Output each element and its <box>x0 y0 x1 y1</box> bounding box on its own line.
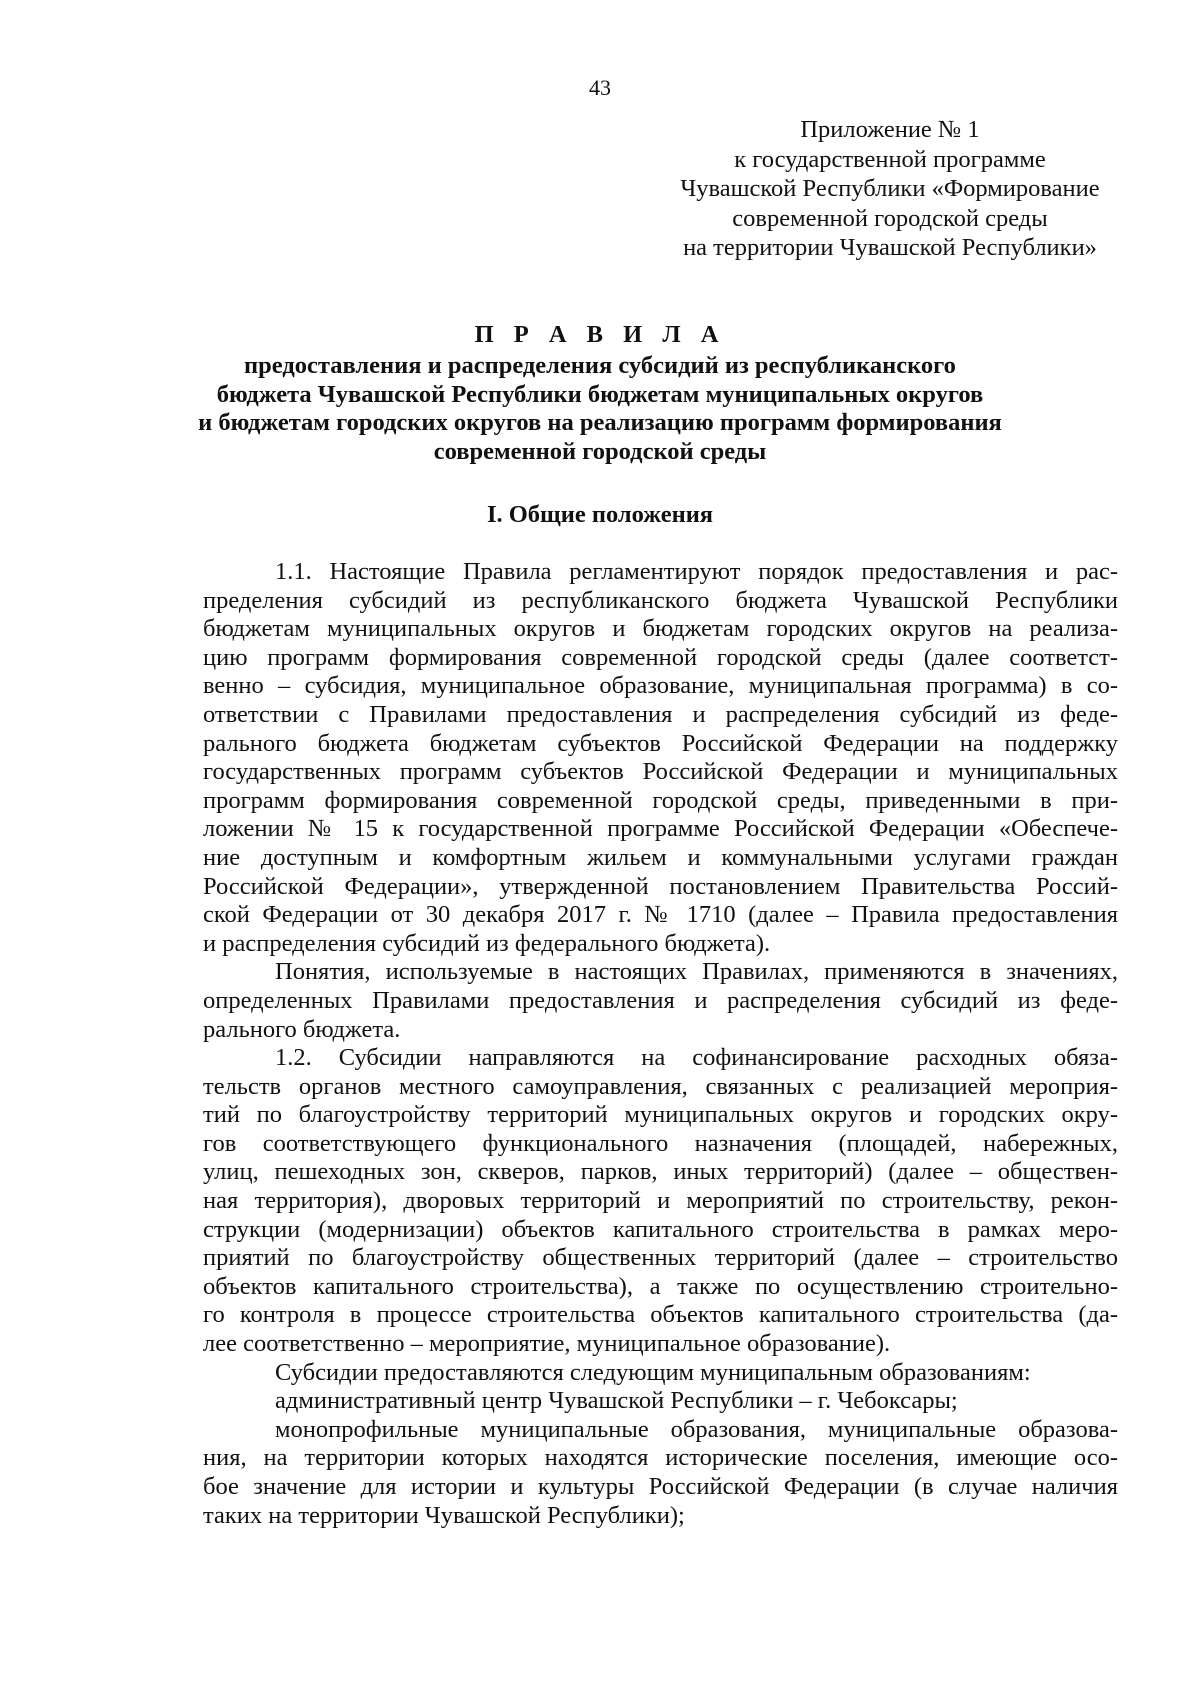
body-line: улиц, пешеходных зон, скверов, парков, иных территорий) (далее – обществен- <box>203 1158 1118 1186</box>
document-title: П Р А В И Л А <box>474 321 726 348</box>
body-line: ложении № 15 к государственной программе Российской Федерации «Обеспече- <box>203 815 1118 843</box>
body-line: Субсидии предоставляются следующим муниципальным образованиям: <box>275 1358 1031 1386</box>
body-line: гов соответствующего функционального назначения (площадей, набережных, <box>203 1129 1118 1157</box>
body-line: ние доступным и комфортным жильем и коммунальными услугами граждан <box>203 843 1118 871</box>
body-line: определенных Правилами предоставления и распределения субсидий из феде- <box>203 986 1118 1014</box>
body-line: бюджетам муниципальных округов и бюджетам городских округов на реализа- <box>203 615 1118 643</box>
subtitle-line: и бюджетам городских округов на реализацию программ формирования <box>198 409 1002 436</box>
document-subtitle <box>150 352 1050 466</box>
body-line: тельств органов местного самоуправления, связанных с реализацией мероприя- <box>203 1072 1118 1100</box>
subtitle-line: предоставления и распределения субсидий из республиканского <box>244 352 956 379</box>
body-line: Российской Федерации», утвержденной постановлением Правительства Россий- <box>203 872 1118 900</box>
subtitle-line: современной городской среды <box>433 437 767 465</box>
body-line: рального бюджета бюджетам субъектов Российской Федерации на поддержку <box>203 729 1118 757</box>
appendix-line: к государственной программе <box>734 145 1046 173</box>
body-line: объектов капитального строительства), а также по осуществлению строительно- <box>203 1272 1118 1300</box>
appendix-line: на территории Чувашской Республики» <box>683 234 1097 261</box>
body-line: Понятия, используемые в настоящих Правилах, применяются в значениях, <box>275 958 1118 986</box>
body-line: и распределения субсидий из федерального бюджета). <box>203 929 771 957</box>
body-line: струкции (модернизации) объектов капитального строительства в рамках меро- <box>203 1215 1118 1243</box>
body-line: ответствии с Правилами предоставления и распределения субсидий из феде- <box>203 700 1118 728</box>
body-line: го контроля в процессе строительства объектов капитального строительства (да- <box>203 1301 1118 1329</box>
body-line: ная территория), дворовых территорий и мероприятий по строительству, рекон- <box>203 1187 1118 1215</box>
body-line: таких на территории Чувашской Республики); <box>203 1501 685 1529</box>
page-number: 43 <box>589 75 611 100</box>
body-line: программ формирования современной городской среды, приведенными в при- <box>203 786 1118 814</box>
body-line: бое значение для истории и культуры Российской Федерации (в случае наличия <box>203 1473 1118 1500</box>
body-line: приятий по благоустройству общественных территорий (далее – строительство <box>203 1244 1118 1272</box>
appendix-line: Чувашской Республики «Формирование <box>680 175 1100 202</box>
appendix-line: Приложение № 1 <box>800 116 980 143</box>
body-line: административный центр Чувашской Республики – г. Чебоксары; <box>275 1387 958 1415</box>
body-line: пределения субсидий из республиканского бюджета Чувашской Республики <box>203 586 1118 614</box>
body-line: ской Федерации от 30 декабря 2017 г. № 1710 (далее – Правила предоставления <box>203 901 1118 929</box>
body-text <box>203 558 1118 1530</box>
subtitle-line: бюджета Чувашской Республики бюджетам муниципальных округов <box>216 380 984 408</box>
body-line: ния, на территории которых находятся исторические поселения, имеющие осо- <box>203 1444 1118 1472</box>
body-line: рального бюджета. <box>203 1015 401 1043</box>
body-line: венно – субсидия, муниципальное образование, муниципальная программа) в со- <box>203 672 1118 700</box>
appendix-line: современной городской среды <box>732 204 1048 232</box>
section-heading: I. Общие положения <box>486 501 714 528</box>
body-line: цию программ формирования современной городской среды (далее соответст- <box>203 643 1118 671</box>
body-line: монопрофильные муниципальные образования, муниципальные образова- <box>275 1415 1118 1443</box>
appendix-block <box>650 115 1130 263</box>
body-line: государственных программ субъектов Российской Федерации и муниципальных <box>203 758 1118 786</box>
body-line: лее соответственно – мероприятие, муниципальное образование). <box>203 1330 891 1358</box>
body-line: 1.1. Настоящие Правила регламентируют порядок предоставления и рас- <box>275 558 1118 585</box>
body-line: 1.2. Субсидии направляются на софинансирование расходных обяза- <box>275 1044 1118 1072</box>
body-line: тий по благоустройству территорий муниципальных округов и городских окру- <box>203 1101 1118 1129</box>
